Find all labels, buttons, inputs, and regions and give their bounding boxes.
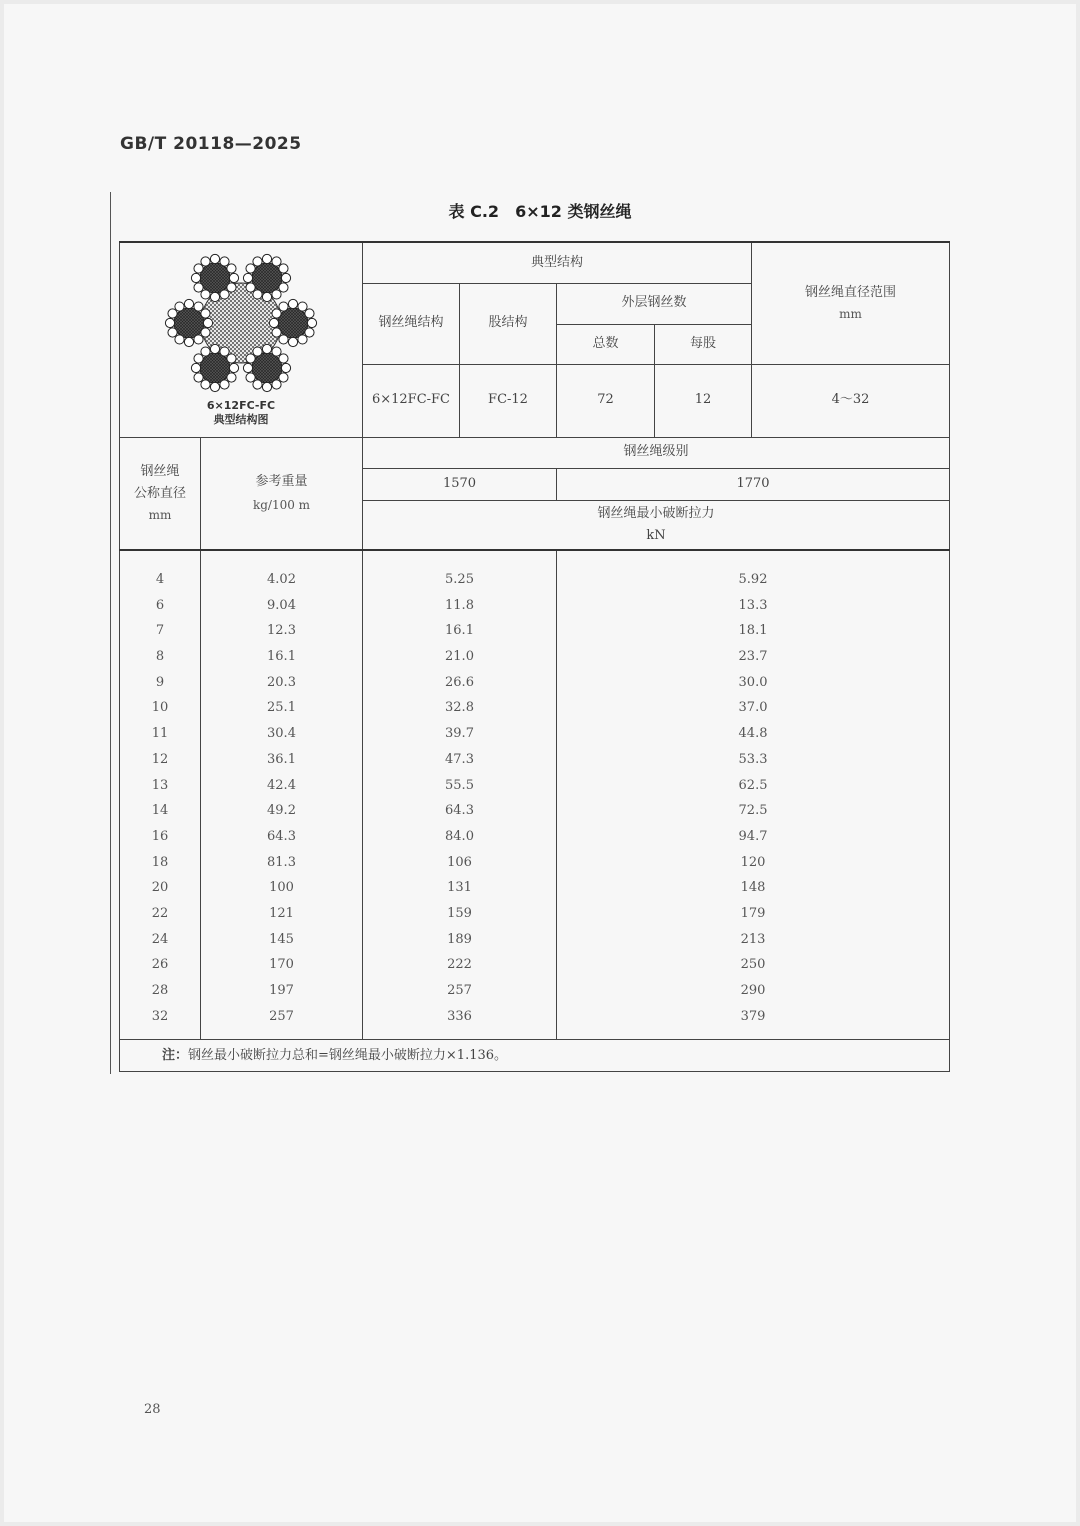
cell-diameter: 32 xyxy=(151,1008,169,1024)
cell-force-1770: 23.7 xyxy=(738,649,768,665)
outer-wire xyxy=(279,335,288,344)
outer-wire xyxy=(184,337,193,346)
typical-structure-heading: 典型结构 xyxy=(363,242,752,283)
cell-force-1770: 44.8 xyxy=(738,726,768,742)
cell-weight: 42.4 xyxy=(267,777,296,793)
outer-wire xyxy=(272,309,281,318)
outer-wire xyxy=(203,318,212,327)
outer-wire xyxy=(272,290,281,299)
cell-force-1770: 94.7 xyxy=(738,828,768,844)
outer-wire xyxy=(201,380,210,389)
cell-diameter: 28 xyxy=(151,983,169,998)
cell-force-1770: 13.3 xyxy=(738,597,768,613)
rope-cross-section-figure xyxy=(156,247,326,399)
outer-wire xyxy=(194,373,203,382)
outer-wire xyxy=(279,283,288,292)
rope-structure-header: 钢丝绳结构 xyxy=(363,283,460,364)
cell-weight: 36.1 xyxy=(267,751,296,767)
outer-wire xyxy=(298,302,307,311)
outer-wire xyxy=(210,292,219,301)
cell-weight: 20.3 xyxy=(267,674,296,690)
cell-weight: 49.2 xyxy=(267,803,296,819)
nominal-diameter-column xyxy=(120,550,201,1040)
outer-wire xyxy=(272,380,281,389)
cell-weight: 121 xyxy=(269,905,294,921)
outer-wire xyxy=(272,347,281,356)
cell-weight: 145 xyxy=(269,931,294,947)
cell-diameter: 9 xyxy=(155,674,165,690)
outer-wire xyxy=(243,363,252,372)
reference-weight-column xyxy=(201,550,363,1040)
cell-force-1770: 148 xyxy=(740,880,766,896)
rope-structure-value: 6×12FC-FC xyxy=(363,364,460,437)
outer-wire xyxy=(201,309,210,318)
cell-diameter: 4 xyxy=(155,572,165,587)
outer-wire xyxy=(246,264,255,273)
cell-force-1570: 11.8 xyxy=(445,597,474,613)
diameter-range-label: 钢丝绳直径范围 xyxy=(805,284,897,300)
outer-wire xyxy=(246,354,255,363)
cell-diameter: 16 xyxy=(151,828,169,844)
outer-wire xyxy=(201,290,210,299)
strand-fibre-core xyxy=(252,353,282,383)
cell-force-1770: 37.0 xyxy=(738,700,768,716)
strand-structure-value: FC-12 xyxy=(460,364,557,437)
cell-weight: 64.3 xyxy=(267,828,296,844)
cell-force-1570: 39.7 xyxy=(445,726,474,742)
cell-diameter: 14 xyxy=(151,803,169,819)
note-prefix: 注： xyxy=(162,1047,189,1063)
outer-wire xyxy=(191,363,200,372)
cell-force-1770: 53.3 xyxy=(738,751,768,767)
table-caption xyxy=(0,199,1080,222)
cell-weight: 16.1 xyxy=(267,649,296,665)
cell-diameter: 26 xyxy=(151,957,169,973)
cell-diameter: 8 xyxy=(155,649,165,665)
strand-fibre-core xyxy=(278,308,308,338)
outer-wire xyxy=(184,299,193,308)
cell-force-1770: 179 xyxy=(740,905,766,921)
cell-force-1570: 84.0 xyxy=(445,828,474,844)
cell-weight: 12.3 xyxy=(267,623,296,639)
cell-force-1570: 222 xyxy=(447,957,472,973)
outer-wire xyxy=(279,354,288,363)
outer-wire xyxy=(227,373,236,382)
per-strand-value: 12 xyxy=(655,364,752,437)
figure-label-model: 6×12FC-FC xyxy=(206,399,276,412)
outer-wire xyxy=(194,354,203,363)
cell-force-1570: 131 xyxy=(447,880,472,896)
outer-wire xyxy=(201,328,210,337)
total-wires-value: 72 xyxy=(557,364,655,437)
cell-force-1770: 62.5 xyxy=(738,777,768,793)
cross-section-figure-cell xyxy=(120,242,363,437)
cell-weight: 25.1 xyxy=(267,700,296,716)
cell-force-1570: 189 xyxy=(447,931,472,947)
cell-weight: 30.4 xyxy=(267,726,296,742)
table-caption-title: 6×12 类钢丝绳 xyxy=(515,202,632,221)
outer-wire xyxy=(253,257,262,266)
grade-1570-header: 1570 xyxy=(363,468,557,500)
reference-weight-header xyxy=(201,437,363,550)
total-wires-header: 总数 xyxy=(557,324,655,364)
outer-wire xyxy=(227,283,236,292)
note-text: 钢丝最小破断拉力总和=钢丝绳最小破断拉力×1.136。 xyxy=(188,1047,508,1063)
cell-diameter: 18 xyxy=(151,854,169,870)
cell-diameter: 12 xyxy=(151,751,169,767)
cell-diameter: 20 xyxy=(151,880,169,896)
outer-wire xyxy=(298,335,307,344)
outer-wire xyxy=(175,335,184,344)
breaking-force-1570-column xyxy=(363,550,557,1040)
cell-force-1570: 21.0 xyxy=(445,649,474,665)
cell-force-1770: 213 xyxy=(740,931,766,947)
nominal-diameter-label-2: 公称直径 xyxy=(133,485,186,501)
outer-wire xyxy=(227,354,236,363)
strand-fibre-core xyxy=(200,263,230,293)
outer-wire xyxy=(272,328,281,337)
reference-weight-label: 参考重量 xyxy=(255,473,308,489)
cell-diameter: 22 xyxy=(151,905,169,921)
cell-force-1570: 159 xyxy=(447,905,472,921)
outer-wire xyxy=(262,344,271,353)
outer-wire xyxy=(201,347,210,356)
outer-wire xyxy=(253,347,262,356)
outer-wire xyxy=(262,292,271,301)
outer-wire xyxy=(168,309,177,318)
outer-wires-header: 外层钢丝数 xyxy=(557,283,752,324)
breaking-force-header xyxy=(363,500,950,550)
rope-spec-table xyxy=(119,241,950,1072)
outer-wire xyxy=(227,264,236,273)
diameter-range-header xyxy=(752,242,950,364)
table-caption-number: 表 C.2 xyxy=(448,202,500,221)
cell-force-1770: 30.0 xyxy=(738,674,768,690)
strand-fibre-core xyxy=(174,308,204,338)
figure-label-caption: 典型结构图 xyxy=(213,413,269,427)
breaking-force-unit: kN xyxy=(646,527,666,543)
grade-1770-header: 1770 xyxy=(557,468,950,500)
outer-wire xyxy=(279,373,288,382)
outer-wire xyxy=(165,318,174,327)
nominal-diameter-label-1: 钢丝绳 xyxy=(140,463,180,479)
cell-weight: 4.02 xyxy=(267,572,296,587)
outer-wire xyxy=(201,257,210,266)
outer-wire xyxy=(262,254,271,263)
cell-force-1770: 120 xyxy=(740,854,766,870)
outer-wire xyxy=(220,257,229,266)
outer-wire xyxy=(210,254,219,263)
cell-force-1570: 257 xyxy=(447,983,472,998)
cell-force-1570: 26.6 xyxy=(445,674,474,690)
cell-diameter: 7 xyxy=(155,623,165,639)
cell-weight: 9.04 xyxy=(267,597,296,613)
cell-weight: 257 xyxy=(269,1008,294,1024)
cell-force-1770: 290 xyxy=(740,983,766,998)
outer-wire xyxy=(210,344,219,353)
strand-fibre-core xyxy=(252,263,282,293)
outer-wire xyxy=(194,283,203,292)
standard-id: GB/T 20118—2025 xyxy=(120,134,302,154)
outer-wire xyxy=(246,283,255,292)
breaking-force-label: 钢丝绳最小破断拉力 xyxy=(597,505,715,521)
cell-force-1570: 16.1 xyxy=(445,623,474,639)
cell-force-1570: 32.8 xyxy=(445,700,474,716)
outer-wire xyxy=(175,302,184,311)
cell-diameter: 10 xyxy=(151,700,169,716)
nominal-diameter-unit: mm xyxy=(148,508,172,522)
outer-wire xyxy=(269,318,278,327)
outer-wire xyxy=(281,363,290,372)
outer-wire xyxy=(243,273,252,282)
cell-force-1770: 18.1 xyxy=(738,623,768,639)
cell-force-1570: 106 xyxy=(447,854,472,870)
outer-wire xyxy=(220,380,229,389)
outer-wire xyxy=(194,264,203,273)
cell-weight: 170 xyxy=(269,957,294,973)
outer-wire xyxy=(288,299,297,308)
strand-fibre-core xyxy=(200,353,230,383)
outer-wire xyxy=(305,328,314,337)
grade-heading: 钢丝绳级别 xyxy=(363,437,950,468)
outer-wire xyxy=(210,382,219,391)
cell-diameter: 6 xyxy=(155,597,165,613)
outer-wire xyxy=(220,290,229,299)
margin-rule xyxy=(110,192,111,1074)
cell-force-1770: 72.5 xyxy=(738,803,768,819)
outer-wire xyxy=(191,273,200,282)
outer-wire xyxy=(279,264,288,273)
outer-wire xyxy=(229,273,238,282)
cell-diameter: 24 xyxy=(151,931,169,947)
page-number: 28 xyxy=(144,1402,161,1417)
nominal-diameter-header xyxy=(120,437,201,550)
breaking-force-1770-column xyxy=(557,550,950,1040)
outer-wire xyxy=(194,302,203,311)
cell-force-1770: 250 xyxy=(740,957,766,973)
cell-force-1570: 5.25 xyxy=(445,572,474,587)
diameter-range-unit: mm xyxy=(839,306,862,321)
outer-wire xyxy=(253,290,262,299)
table-note xyxy=(120,1040,950,1072)
outer-wire xyxy=(229,363,238,372)
reference-weight-unit: kg/100 m xyxy=(252,497,311,512)
outer-wire xyxy=(272,257,281,266)
outer-wire xyxy=(246,373,255,382)
cell-diameter: 13 xyxy=(151,777,169,793)
diameter-range-value: 4～32 xyxy=(752,364,950,437)
outer-wire xyxy=(262,382,271,391)
outer-wire xyxy=(279,302,288,311)
cell-force-1770: 5.92 xyxy=(738,572,768,587)
outer-wire xyxy=(220,347,229,356)
cell-force-1570: 64.3 xyxy=(445,803,474,819)
cell-weight: 81.3 xyxy=(267,854,296,870)
cell-force-1570: 336 xyxy=(447,1008,472,1024)
outer-wire xyxy=(307,318,316,327)
cell-force-1570: 55.5 xyxy=(445,777,474,793)
strand-structure-header: 股结构 xyxy=(460,283,557,364)
outer-wire xyxy=(305,309,314,318)
cell-weight: 100 xyxy=(269,880,294,896)
cell-weight: 197 xyxy=(269,983,294,998)
cell-diameter: 11 xyxy=(151,726,169,742)
cell-force-1770: 379 xyxy=(740,1008,766,1024)
outer-wire xyxy=(288,337,297,346)
outer-wire xyxy=(281,273,290,282)
outer-wire xyxy=(194,335,203,344)
outer-wire xyxy=(168,328,177,337)
cell-force-1570: 47.3 xyxy=(445,751,474,767)
outer-wire xyxy=(253,380,262,389)
per-strand-header: 每股 xyxy=(655,324,752,364)
